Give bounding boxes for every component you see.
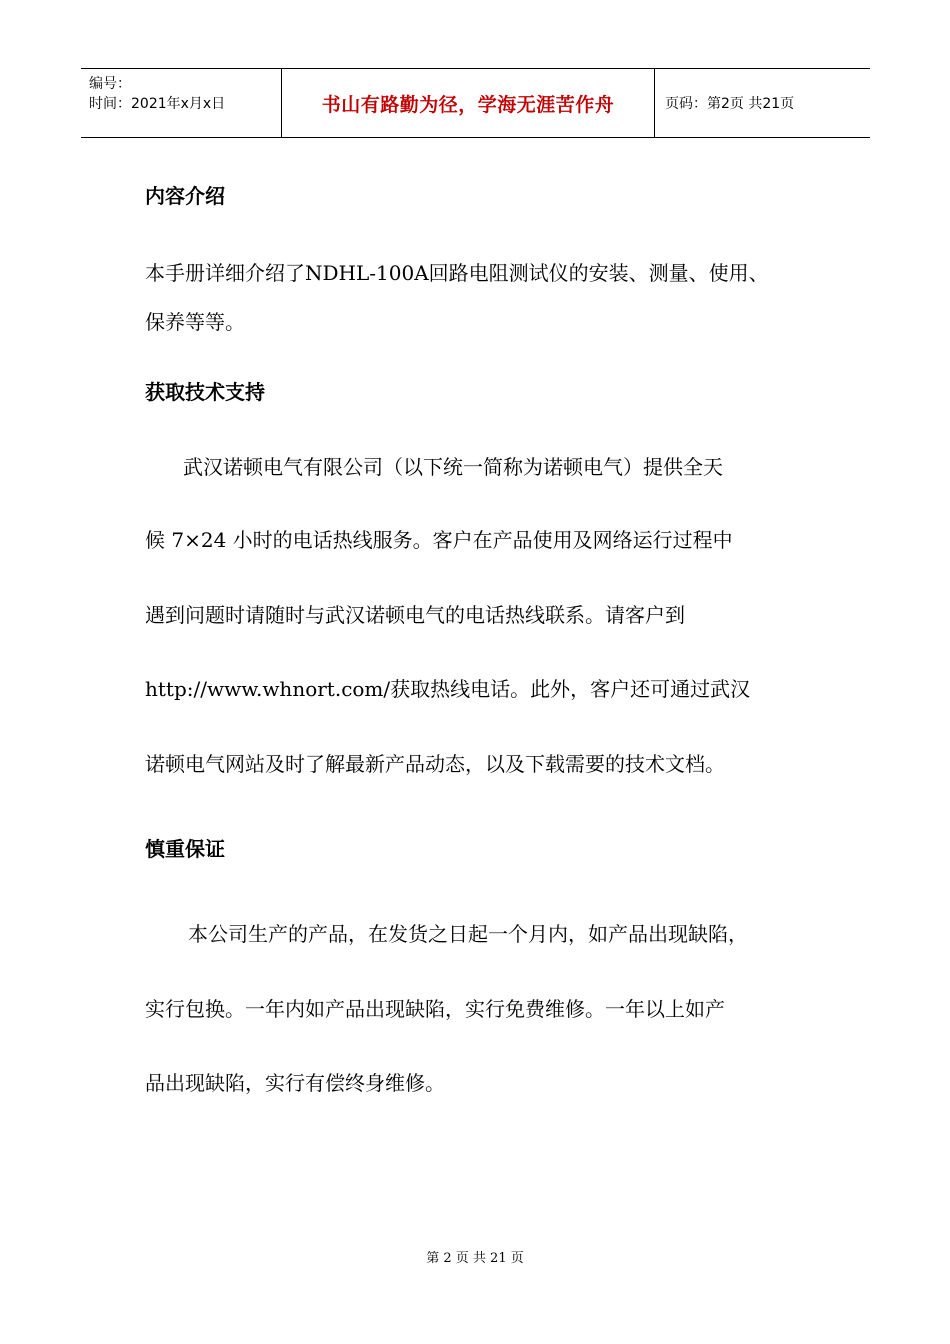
header-motto: 书山有路勤为径，学海无涯苦作舟 xyxy=(321,93,615,116)
document-date-label: 时间：2021年x月x日 xyxy=(89,96,226,112)
guarantee-line: 本公司生产的产品，在发货之日起一个月内，如产品出现缺陷， xyxy=(188,922,748,946)
section-title-support: 获取技术支持 xyxy=(145,380,265,404)
intro-line: 本手册详细介绍了NDHL-100A回路电阻测试仪的安装、测量、使用、 xyxy=(145,261,769,285)
support-line: 遇到问题时请随时与武汉诺顿电气的电话热线联系。请客户到 xyxy=(145,603,685,627)
intro-line: 保养等等。 xyxy=(145,310,245,334)
page-footer: 第 2 页 共 21 页 xyxy=(426,1251,524,1266)
support-line: 候 7×24 小时的电话热线服务。客户在产品使用及网络运行过程中 xyxy=(145,528,733,552)
section-title-guarantee: 慎重保证 xyxy=(145,837,225,861)
header-info-cell xyxy=(81,69,281,137)
section-title-intro: 内容介绍 xyxy=(145,184,225,208)
guarantee-line: 品出现缺陷，实行有偿终身维修。 xyxy=(145,1071,445,1095)
guarantee-line: 实行包换。一年内如产品出现缺陷，实行免费维修。一年以上如产 xyxy=(145,997,725,1021)
support-line: 诺顿电气网站及时了解最新产品动态，以及下载需要的技术文档。 xyxy=(145,752,725,776)
support-line: http://www.whnort.com/获取热线电话。此外，客户还可通过武汉 xyxy=(145,677,751,701)
header-page-cell xyxy=(655,69,870,137)
support-line: 武汉诺顿电气有限公司（以下统一简称为诺顿电气）提供全天 xyxy=(183,455,723,479)
header-motto-cell xyxy=(281,69,655,137)
document-header xyxy=(81,68,870,138)
header-page-label: 页码：第2页 共21页 xyxy=(665,96,795,112)
document-number-label: 编号： xyxy=(89,76,131,92)
